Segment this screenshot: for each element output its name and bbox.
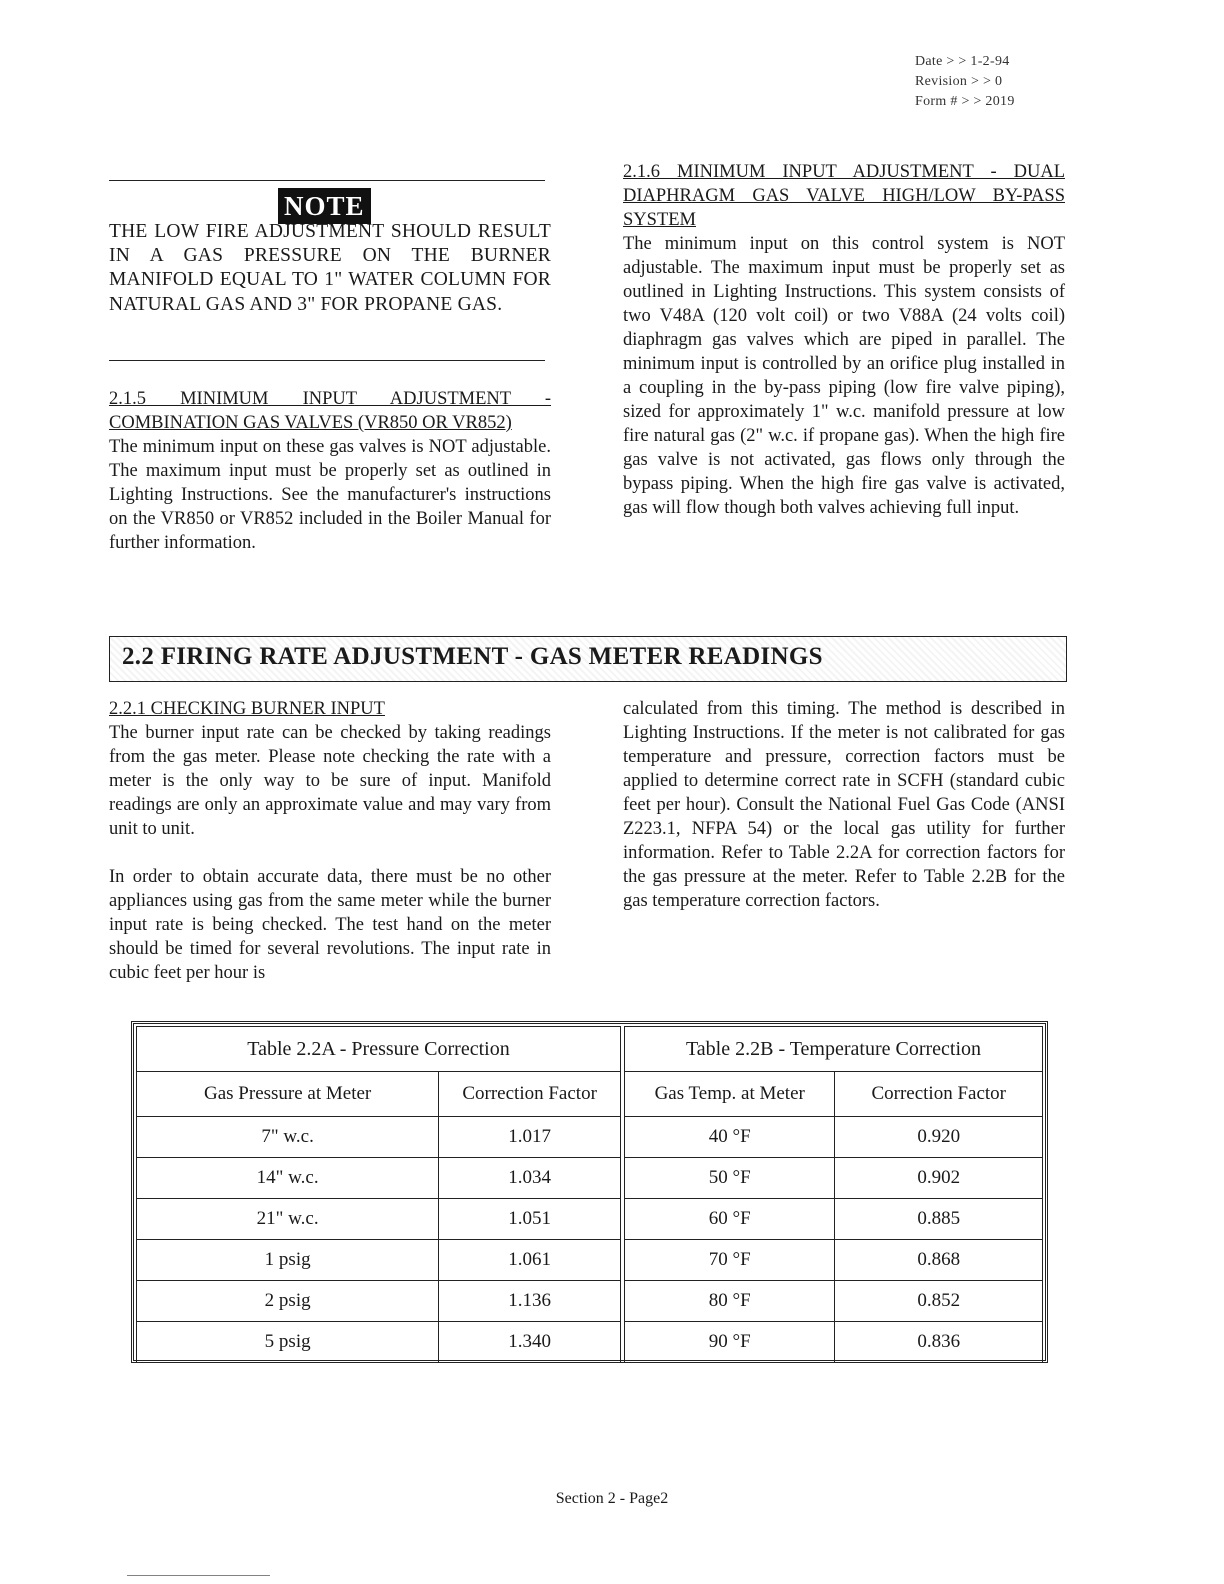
- note-top-rule: [109, 180, 545, 181]
- table-cell: 0.852: [835, 1281, 1043, 1322]
- table-cell: 0.868: [835, 1240, 1043, 1281]
- section-2-2-1-heading: 2.2.1 CHECKING BURNER INPUT: [109, 699, 385, 719]
- table-cell: 0.885: [835, 1199, 1043, 1240]
- table-cell: 21" w.c.: [137, 1199, 439, 1240]
- section-2-1-5-body: The minimum input on these gas valves is NOT adjustable. The maximum input must be properly set as outlined in Lighting Instructions. See the manufacturer's instructions on the VR850 or VR852 included in the Boiler Manual for further information.: [109, 437, 551, 553]
- table-cell: 90 °F: [625, 1322, 835, 1363]
- table-row: [137, 1281, 621, 1322]
- section-2-2-1-para-2: In order to obtain accurate data, there must be no other appliances using gas from the same meter while the burner input rate is being checked. The test hand on the meter should be timed for several revolutions. The input rate in cubic feet per hour is: [109, 867, 551, 983]
- table-row: [625, 1281, 1043, 1322]
- table-cell: 1 psig: [137, 1240, 439, 1281]
- table-row: [137, 1158, 621, 1199]
- section-2-1-5-heading: 2.1.5 MINIMUM INPUT ADJUSTMENT - COMBINATION GAS VALVES (VR850 OR VR852): [109, 389, 551, 433]
- table-2-2a-header-factor: Correction Factor: [439, 1072, 621, 1117]
- table-row: [137, 1117, 621, 1158]
- section-2-2-1-para-1: The burner input rate can be checked by taking readings from the gas meter. Please note checking the rate with a meter is the only way to be sure of input. Manifold readings are only an approximate value and may vary from unit to unit.: [109, 723, 551, 839]
- table-row: [137, 1199, 621, 1240]
- table-row: [137, 1322, 621, 1363]
- table-cell: 1.051: [439, 1199, 621, 1240]
- table-cell: 50 °F: [625, 1158, 835, 1199]
- table-cell: 2 psig: [137, 1281, 439, 1322]
- section-2-2-banner: [109, 636, 1067, 682]
- table-cell: 60 °F: [625, 1199, 835, 1240]
- section-2-2-title: 2.2 FIRING RATE ADJUSTMENT - GAS METER READINGS: [122, 643, 823, 670]
- note-badge: NOTE: [278, 188, 371, 224]
- section-2-1-5: [109, 387, 551, 555]
- table-row: [625, 1158, 1043, 1199]
- table-cell: 70 °F: [625, 1240, 835, 1281]
- table-2-2b-title: Table 2.2B - Temperature Correction: [625, 1027, 1043, 1072]
- table-2-2b-header-factor: Correction Factor: [835, 1072, 1043, 1117]
- table-2-2a-title: Table 2.2A - Pressure Correction: [137, 1027, 621, 1072]
- table-cell: 1.034: [439, 1158, 621, 1199]
- table-2-2b-header-temp: Gas Temp. at Meter: [625, 1072, 835, 1117]
- table-row: [625, 1199, 1043, 1240]
- section-2-1-6: [623, 160, 1065, 520]
- table-cell: 0.902: [835, 1158, 1043, 1199]
- table-2-2a-header-pressure: Gas Pressure at Meter: [137, 1072, 439, 1117]
- note-bottom-rule: [109, 360, 545, 361]
- table-cell: 40 °F: [625, 1117, 835, 1158]
- table-2-2a: [136, 1026, 621, 1363]
- scan-artifact-line: [127, 1575, 270, 1576]
- form-line: Form # > > 2019: [915, 94, 1015, 109]
- section-2-1-6-body: The minimum input on this control system is NOT adjustable. The maximum input must be properly set as outlined in Lighting Instructions. This system consists of two V48A (120 volt coil) or two V88A (24 volts coil) diaphragm gas valves which are piped in parallel. The minimum input is controlled by an orifice plug installed in a coupling in the by-pass piping (low fire valve piping), sized for approximately 1" w.c. manifold pressure at low fire natural gas (2" w.c. if propane gas). When the high fire gas valve is not activated, gas flows only through the bypass piping. When the high fire gas valve is activated, gas will flow though both valves achieving full input.: [623, 234, 1065, 518]
- table-cell: 1.061: [439, 1240, 621, 1281]
- section-2-2-1: [109, 697, 551, 985]
- date-line: Date > > 1-2-94: [915, 54, 1010, 69]
- table-row: [625, 1117, 1043, 1158]
- table-row: [625, 1322, 1043, 1363]
- table-cell: 0.920: [835, 1117, 1043, 1158]
- table-cell: 5 psig: [137, 1322, 439, 1363]
- table-cell: 1.340: [439, 1322, 621, 1363]
- table-cell: 1.017: [439, 1117, 621, 1158]
- note-text: THE LOW FIRE ADJUSTMENT SHOULD RESULT IN A GAS PRESSURE ON THE BURNER MANIFOLD EQUAL TO 1" WATER COLUMN FOR NATURAL GAS AND 3" FOR PROPANE GAS.: [109, 221, 551, 315]
- table-cell: 7" w.c.: [137, 1117, 439, 1158]
- table-row: [625, 1240, 1043, 1281]
- table-2-2b: [624, 1026, 1043, 1363]
- table-cell: 14" w.c.: [137, 1158, 439, 1199]
- page-footer: Section 2 - Page2: [555, 1490, 669, 1507]
- section-2-2-1-continued: [623, 697, 1065, 913]
- section-2-1-6-heading: 2.1.6 MINIMUM INPUT ADJUSTMENT - DUAL DIAPHRAGM GAS VALVE HIGH/LOW BY-PASS SYSTEM: [623, 162, 1065, 230]
- revision-line: Revision > > 0: [915, 74, 1003, 89]
- table-cell: 1.136: [439, 1281, 621, 1322]
- table-cell: 0.836: [835, 1322, 1043, 1363]
- table-row: [137, 1240, 621, 1281]
- correction-tables-frame: [131, 1021, 1048, 1363]
- section-2-2-1-para-3: calculated from this timing. The method is described in Lighting Instructions. If the meter is not calibrated for gas temperature and pressure, correction factors must be applied to determine correct rate in SCFH (standard cubic feet per hour). Consult the National Fuel Gas Code (ANSI Z223.1, NFPA 54) or the local gas utility for further information. Refer to Table 2.2A for correction factors for the gas pressure at the meter. Refer to Table 2.2B for the gas temperature correction factors.: [623, 699, 1065, 911]
- table-cell: 80 °F: [625, 1281, 835, 1322]
- document-header: [915, 52, 1085, 112]
